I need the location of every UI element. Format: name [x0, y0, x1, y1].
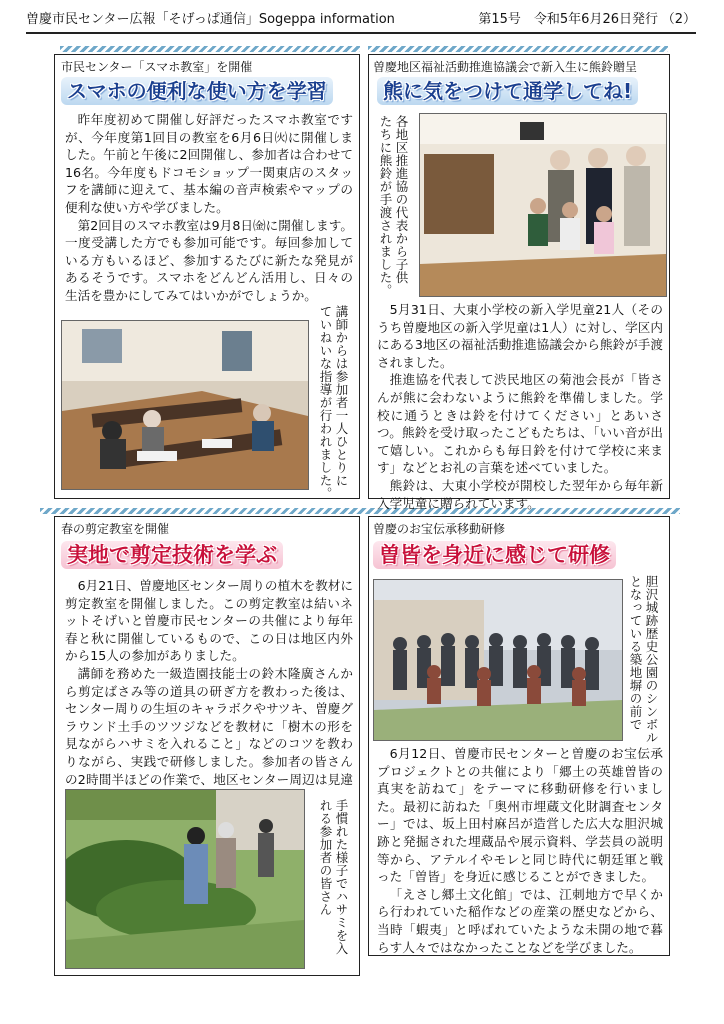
paragraph: 熊鈴は、大東小学校が開校した翌年から毎年新入学児童に贈られています。 [377, 477, 663, 511]
article-bells [368, 54, 670, 511]
article-pruning [54, 516, 360, 976]
article-kicker: 曽慶地区福祉活動推進協議会で新入生に熊鈴贈呈 [373, 60, 638, 74]
paragraph: 推進協を代表して渋民地区の菊池会長が「皆さんが熊に会わないように熊鈴を準備しました。学校に通うときは鈴を付けてください」とあいさつ。熊鈴を受け取ったこどもたちは、「いい音が出て嬉しい。これからも毎日鈴を付けて学校に来ます」などとお礼の言葉を述べていました。 [377, 372, 663, 476]
photo-caption: 講師からは参加者一人ひとりに ていねいな指導が行われました。 [318, 305, 349, 500]
photo-caption: 胆沢城跡歴史公園のシンボル となっている築地塀の前で [628, 575, 659, 744]
article-body [65, 577, 353, 806]
article-body [65, 111, 353, 305]
publication-title: 曽慶市民センター広報「そげっぱ通信」Sogeppa information [26, 12, 395, 27]
page-number: （2） [661, 12, 696, 27]
decorative-border [368, 46, 668, 52]
article-headline: スマホの便利な使い方を学習 [61, 77, 333, 105]
pruning-photo-illustration [66, 790, 304, 968]
article-headline: 曽皆を身近に感じて研修 [373, 541, 616, 569]
page-header [26, 8, 696, 34]
students-photo-illustration [420, 114, 666, 296]
article-body [377, 745, 663, 956]
paragraph: 第2回目のスマホ教室は9月8日㈮に開催します。一度受講した方でも参加可能です。毎回参加している方もいるほど、参加するたびに新たな発見があるそうです。スマホをどんどん活用し、日々の生活を豊かにしてみてはいかがでしょうか。 [65, 217, 353, 303]
article-heritage [368, 516, 670, 956]
students-photo [419, 113, 667, 297]
group-photo [373, 579, 623, 741]
photo-caption: 各地区推進協の代表から子供 たちに熊鈴が手渡されました。 [378, 115, 409, 297]
paragraph: 5月31日、大東小学校の新入学児童21人（そのうち曽慶地区の新入学児童は1人）に対し、学区内にある3地区の福祉活動推進協議会から熊鈴が手渡されました。 [377, 302, 663, 370]
article-body [377, 301, 663, 512]
article-kicker: 市民センター「スマホ教室」を開催 [61, 60, 253, 74]
article-headline: 実地で剪定技術を学ぶ [61, 541, 283, 569]
pruning-photo [65, 789, 305, 969]
paragraph: 「えさし郷土文化館」では、江刺地方で早くから行われていた稲作などの産業の歴史などから、当時「蝦夷」と呼ばれていたような未開の地で暮らす人々ではなかったことなどを学びました。 [377, 886, 663, 955]
photo-caption: 手慣れた様子でハサミを入 れる参加者の皆さん [318, 799, 349, 955]
group-photo-illustration [374, 580, 622, 740]
classroom-photo [61, 320, 309, 490]
classroom-photo-illustration [62, 321, 308, 489]
article-headline: 熊に気をつけて通学してね! [377, 77, 638, 105]
article-kicker: 春の剪定教室を開催 [61, 522, 170, 536]
article-kicker: 曽慶のお宝伝承移動研修 [373, 522, 506, 536]
paragraph: 6月12日、曽慶市民センターと曽慶のお宝伝承プロジェクトとの共催により「郷土の英雄曽皆の真実を訪ねて」をテーマに移動研修を行いました。最初に訪ねた「奥州市埋蔵文化財調査センター」では、坂上田村麻呂が造営した広大な胆沢城跡と発掘された埋蔵品や展示資料、学芸員の説明等から、アテルイやモレと同じ時代に朝廷軍と戦った「曽皆」を身近に感じることができました。 [377, 746, 663, 885]
article-smartphone [54, 54, 360, 499]
decorative-border [60, 46, 360, 52]
paragraph: 昨年度初めて開催し好評だったスマホ教室ですが、今年度第1回目の教室を6月6日㈫に開催しました。午前と午後に2回開催し、参加者は合わせて16名。今年度もドコモショップ一関東店のスタッフを講師に迎えて、基本編の音声検索やマップの便利な使い方や学びました。 [65, 112, 353, 215]
issue-info: 第15号 令和5年6月26日発行 [478, 12, 658, 27]
paragraph: 講師を務めた一級造園技能士の鈴木隆廣さんから剪定ばさみ等の道具の研ぎ方を教わった後は、センター周りの生垣のキャラボクやサツキ、曽慶グラウンド土手のツツジなどを教材に「樹木の形を見ながらハサミを入れること」などのコツを教わりながら、実践で研修しました。参加者の皆さんの2時間半ほどの作業で、地区センター周辺は見違 [65, 665, 353, 787]
paragraph: 6月21日、曽慶地区センター周りの植木を教材に剪定教室を開催しました。この剪定教室は結いネットそげいと曽慶市民センターの共催により毎年春と秋に開催しているもので、この日は地区内外から15人の参加がありました。 [65, 578, 354, 664]
